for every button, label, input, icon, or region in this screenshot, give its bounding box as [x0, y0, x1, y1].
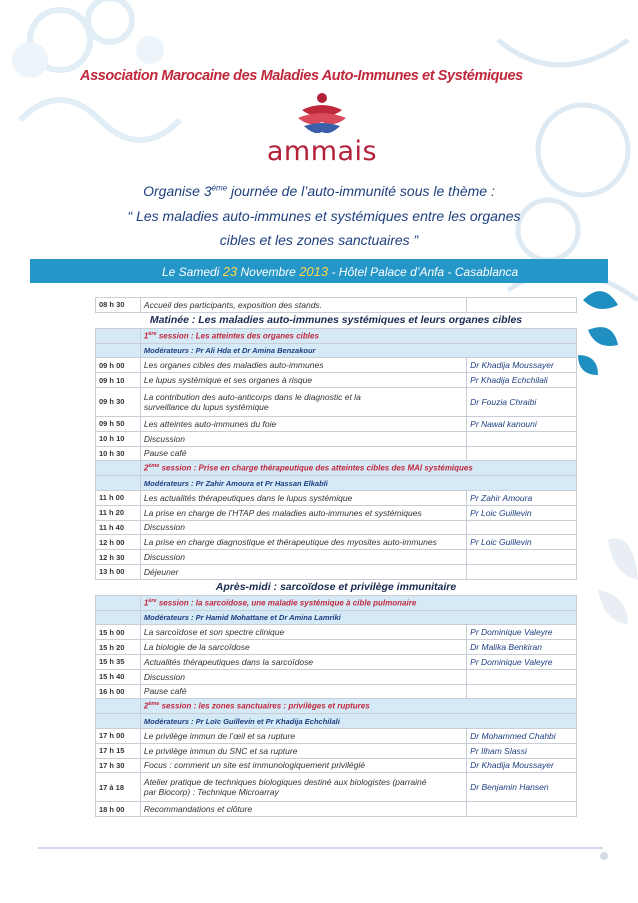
time-cell: 11 h 40	[96, 520, 141, 535]
time-cell: 16 h 00	[96, 684, 141, 699]
program-row	[96, 654, 577, 669]
moderators-row	[96, 476, 577, 491]
session-row	[96, 328, 577, 343]
decorative-pattern-left	[0, 0, 200, 300]
program-row	[96, 490, 577, 505]
activity-cell: Accueil des participants, exposition des stands.	[140, 298, 466, 313]
session-title: 1ère session : Les atteintes des organes cibles	[140, 328, 576, 343]
time-cell: 15 h 40	[96, 669, 141, 684]
activity-cell: Le lupus systémique et ses organes à risque	[140, 373, 466, 388]
activity-cell: Les actualités thérapeutiques dans le lupus systémique	[140, 490, 466, 505]
time-cell: 15 h 00	[96, 625, 141, 640]
activity-cell: Pause café	[140, 446, 466, 461]
section-heading	[96, 312, 577, 328]
speaker-cell	[467, 431, 577, 446]
speaker-cell: Pr Loic Guillevin	[467, 505, 577, 520]
activity-cell: La sarcoïdose et son spectre clinique	[140, 625, 466, 640]
speaker-cell	[467, 564, 577, 579]
speaker-cell	[467, 550, 577, 565]
time-cell: 10 h 10	[96, 431, 141, 446]
program-row	[96, 387, 577, 416]
activity-cell: Discussion	[140, 550, 466, 565]
speaker-cell	[467, 669, 577, 684]
session-title: 2ème session : les zones sanctuaires : privilèges et ruptures	[140, 699, 576, 714]
activity-cell: Déjeuner	[140, 564, 466, 579]
footer-dot	[600, 852, 608, 860]
time-cell: 17 h 15	[96, 743, 141, 758]
association-title: Association Marocaine des Maladies Auto-Immunes et Systémiques	[80, 68, 523, 84]
program-row	[96, 773, 577, 802]
theme-line-1: “ Les maladies auto-immunes et systémiques entre les organes	[127, 208, 521, 224]
time-cell: 13 h 00	[96, 564, 141, 579]
activity-cell: La prise en charge diagnostique et thérapeutique des myosites auto-immunes	[140, 535, 466, 550]
ammais-logo	[262, 92, 382, 167]
time-cell: 18 h 00	[96, 802, 141, 817]
speaker-cell: Dr Benjamin Hansen	[467, 773, 577, 802]
moderators-text: Modérateurs : Pr Zahir Amoura et Pr Hassan Elkabli	[140, 476, 576, 491]
time-cell: 11 h 00	[96, 490, 141, 505]
program-row	[96, 625, 577, 640]
speaker-cell: Pr Ilham Slassi	[467, 743, 577, 758]
time-cell: 10 h 30	[96, 446, 141, 461]
session-row	[96, 699, 577, 714]
ammais-logo-figure-icon	[262, 92, 382, 138]
time-cell: 17 h 00	[96, 728, 141, 743]
session-title: 1ère session : la sarcoïdose, une maladie systémique à cible pulmonaire	[140, 595, 576, 610]
time-cell: 15 h 35	[96, 654, 141, 669]
program-row	[96, 535, 577, 550]
program-row	[96, 505, 577, 520]
moderators-row	[96, 343, 577, 358]
speaker-cell: Pr Dominique Valeyre	[467, 654, 577, 669]
time-cell: 09 h 50	[96, 416, 141, 431]
moderators-row	[96, 714, 577, 729]
session-row	[96, 595, 577, 610]
speaker-cell	[467, 298, 577, 313]
speaker-cell: Pr Khadija Echchilali	[467, 373, 577, 388]
session-title: 2ème session : Prise en charge thérapeutique des atteintes cibles des MAI systémiques	[140, 461, 576, 476]
program-row	[96, 684, 577, 699]
activity-cell: Les atteintes auto-immunes du foie	[140, 416, 466, 431]
activity-cell: Focus : comment un site est immunologiquement privilégié	[140, 758, 466, 773]
program-row	[96, 358, 577, 373]
time-cell: 17 à 18	[96, 773, 141, 802]
speaker-cell	[467, 446, 577, 461]
program-row	[96, 298, 577, 313]
speaker-cell: Dr Fouzia Chraibi	[467, 387, 577, 416]
organise-line: Organise 3ème journée de l’auto-immunité sous le thème :	[143, 183, 495, 199]
activity-cell: Les organes cibles des maladies auto-immunes	[140, 358, 466, 373]
program-row	[96, 431, 577, 446]
program-row	[96, 373, 577, 388]
moderators-text: Modérateurs : Pr Ali Hda et Dr Amina Benzakour	[140, 343, 576, 358]
activity-cell: La biologie de la sarcoïdose	[140, 640, 466, 655]
date-venue-banner: Le Samedi 23 Novembre 2013 - Hôtel Palace d’Anfa - Casablanca	[30, 259, 608, 283]
speaker-cell	[467, 684, 577, 699]
activity-cell: Discussion	[140, 431, 466, 446]
speaker-cell: Pr Dominique Valeyre	[467, 625, 577, 640]
program-row	[96, 802, 577, 817]
activity-cell: La prise en charge de l’HTAP des maladies auto-immunes et systémiques	[140, 505, 466, 520]
section-title: Après-midi : sarcoïdose et privilège immunitaire	[215, 581, 457, 594]
theme-line-2: cibles et les zones sanctuaires ”	[219, 232, 419, 248]
activity-cell: Actualités thérapeutiques dans la sarcoïdose	[140, 654, 466, 669]
footer-divider	[38, 847, 603, 849]
program-table	[95, 297, 577, 817]
time-cell: 15 h 20	[96, 640, 141, 655]
time-cell: 09 h 30	[96, 387, 141, 416]
speaker-cell: Pr Loic Guillevin	[467, 535, 577, 550]
activity-cell: Pause café	[140, 684, 466, 699]
speaker-cell	[467, 520, 577, 535]
program-row	[96, 550, 577, 565]
time-cell: 12 h 00	[96, 535, 141, 550]
activity-cell: Discussion	[140, 520, 466, 535]
activity-cell: Recommandations et clôture	[140, 802, 466, 817]
program-row	[96, 758, 577, 773]
speaker-cell: Dr Khadija Moussayer	[467, 758, 577, 773]
session-row	[96, 461, 577, 476]
speaker-cell: Dr Malika Benkiran	[467, 640, 577, 655]
moderators-text: Modérateurs : Pr Hamid Mohattane et Dr Amina Lamriki	[140, 610, 576, 625]
program-row	[96, 564, 577, 579]
activity-cell: Le privilège immun de l’œil et sa rupture	[140, 728, 466, 743]
logo-text: ammais	[266, 136, 378, 167]
speaker-cell	[467, 802, 577, 817]
activity-cell: Atelier pratique de techniques biologiques destiné aux biologistes (parrainé par Biocorp) : Technique Microarray	[140, 773, 466, 802]
program-row	[96, 446, 577, 461]
activity-cell: La contribution des auto-anticorps dans le diagnostic et la surveillance du lupus systémique	[140, 387, 466, 416]
moderators-text: Modérateurs : Pr Loïc Guillevin et Pr Khadija Echchilali	[140, 714, 576, 729]
section-title: Matinée : Les maladies auto-immunes systémiques et leurs organes cibles	[149, 314, 523, 327]
program-row	[96, 743, 577, 758]
program-row	[96, 669, 577, 684]
section-heading	[96, 579, 577, 595]
activity-cell: Le privilège immun du SNC et sa rupture	[140, 743, 466, 758]
time-cell: 17 h 30	[96, 758, 141, 773]
speaker-cell: Pr Nawal kanouni	[467, 416, 577, 431]
program-row	[96, 416, 577, 431]
activity-cell: Discussion	[140, 669, 466, 684]
speaker-cell: Pr Zahir Amoura	[467, 490, 577, 505]
speaker-cell: Dr Khadija Moussayer	[467, 358, 577, 373]
speaker-cell: Dr Mohammed Chahbi	[467, 728, 577, 743]
time-cell: 08 h 30	[96, 298, 141, 313]
program-row	[96, 728, 577, 743]
program-row	[96, 640, 577, 655]
time-cell: 09 h 00	[96, 358, 141, 373]
time-cell: 11 h 20	[96, 505, 141, 520]
time-cell: 09 h 10	[96, 373, 141, 388]
program-row	[96, 520, 577, 535]
time-cell: 12 h 30	[96, 550, 141, 565]
moderators-row	[96, 610, 577, 625]
